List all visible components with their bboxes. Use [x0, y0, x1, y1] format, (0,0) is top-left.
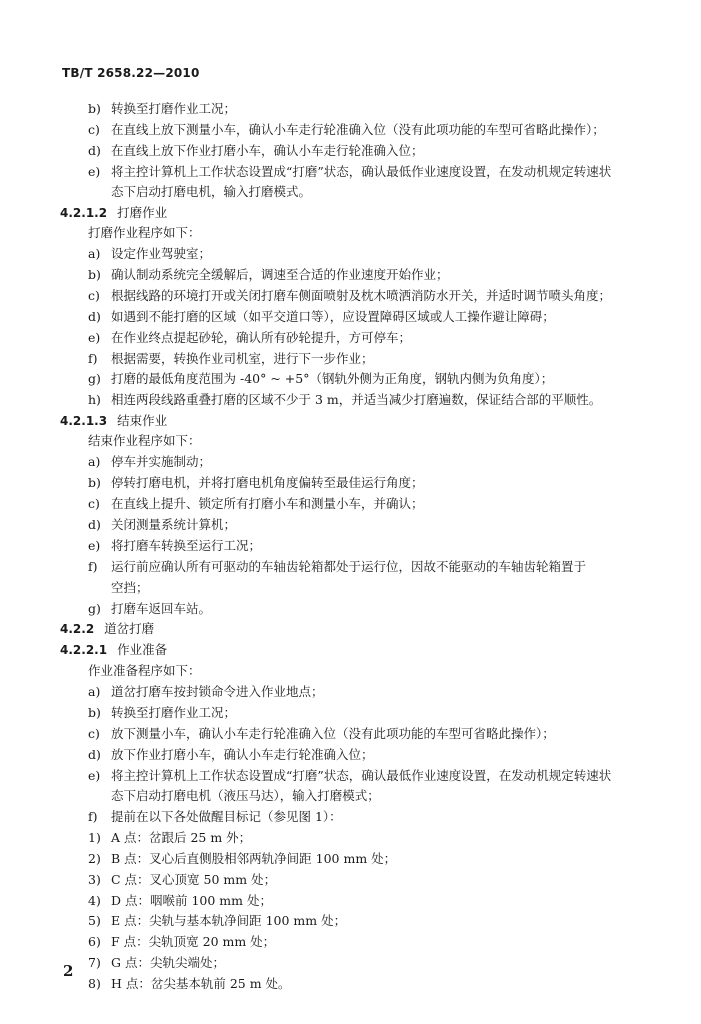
list-label: c): [88, 496, 100, 511]
list-item: 打磨的最低角度范围为 -40° ~ +5°（钢轨外侧为正角度，钢轨内侧为负角度）；: [111, 371, 554, 386]
section-intro: 结束作业程序如下：: [88, 433, 201, 448]
list-label: f): [88, 559, 98, 574]
list-label: c): [88, 288, 100, 303]
list-label: d): [88, 517, 101, 532]
sub-list-item: E 点：尖轨与基本轨净间距 100 mm 处；: [111, 913, 347, 928]
list-label: f): [88, 351, 98, 366]
list-label: b): [88, 475, 101, 490]
sub-list-item: B 点：叉心后直侧股相邻两轨净间距 100 mm 处；: [111, 851, 397, 866]
list-item: 转换至打磨作业工况；: [111, 705, 237, 720]
list-label: e): [88, 768, 101, 783]
section-title: 道岔打磨: [104, 621, 155, 636]
sub-list-label: 6): [88, 934, 101, 949]
list-label: c): [88, 122, 100, 137]
section-heading: [60, 642, 167, 658]
section-number: 4.2.2: [60, 622, 95, 636]
section-heading: [60, 621, 154, 637]
list-item: 如遇到不能打磨的区域（如平交道口等），应设置障碍区域或人工操作避让障碍；: [111, 309, 555, 324]
sub-list-item: H 点：岔尖基本轨前 25 m 处。: [111, 976, 291, 991]
list-label: c): [88, 726, 100, 741]
section-title: 打磨作业: [117, 205, 168, 220]
document-code: TB/T 2658.22—2010: [62, 66, 200, 80]
section-number: 4.2.1.2: [60, 206, 108, 220]
list-label: e): [88, 164, 101, 179]
list-label: h): [88, 392, 101, 407]
list-item: 在直线上提升、锁定所有打磨小车和测量小车，并确认；: [111, 496, 424, 511]
sub-list-item: G 点：尖轨尖端处；: [111, 955, 225, 970]
list-label: a): [88, 454, 101, 469]
section-title: 作业准备: [117, 642, 168, 657]
list-item: 在直线上放下作业打磨小车，确认小车走行轮准确入位；: [111, 143, 424, 158]
section-heading: [60, 205, 167, 221]
list-item: 根据需要，转换作业司机室，进行下一步作业；: [111, 351, 374, 366]
section-intro: 作业准备程序如下：: [88, 663, 201, 678]
section-intro: 打磨作业程序如下：: [88, 225, 201, 240]
list-item-continuation: 空挡；: [111, 580, 149, 595]
list-item: 设定作业驾驶室；: [111, 246, 212, 261]
sub-list-label: 7): [88, 955, 101, 970]
list-item: 运行前应确认所有可驱动的车轴齿轮箱都处于运行位，因故不能驱动的车轴齿轮箱置于: [111, 559, 587, 574]
list-item: 提前在以下各处做醒目标记（参见图 1）：: [111, 809, 342, 824]
section-number: 4.2.1.3: [60, 414, 108, 428]
list-item: 道岔打磨车按封锁命令进入作业地点；: [111, 684, 324, 699]
list-item: 打磨车返回车站。: [111, 601, 212, 616]
list-item-continuation: 态下启动打磨电机，输入打磨模式。: [111, 184, 312, 199]
list-item: 在直线上放下测量小车，确认小车走行轮准确入位（没有此项功能的车型可省略此操作）；: [111, 122, 605, 137]
sub-list-label: 5): [88, 913, 101, 928]
list-label: a): [88, 684, 101, 699]
list-label: a): [88, 246, 101, 261]
sub-list-label: 2): [88, 851, 101, 866]
list-label: e): [88, 330, 101, 345]
page-number: 2: [63, 962, 74, 980]
list-item: 根据线路的环境打开或关闭打磨车侧面喷射及枕木喷洒消防水开关，并适时调节喷头角度；: [111, 288, 612, 303]
list-label: b): [88, 267, 101, 282]
list-item: 确认制动系统完全缓解后，调速至合适的作业速度开始作业；: [111, 267, 449, 282]
section-heading: [60, 413, 167, 429]
sub-list-label: 4): [88, 893, 101, 908]
section-title: 结束作业: [117, 413, 168, 428]
sub-list-item: F 点：尖轨顶宽 20 mm 处；: [111, 934, 276, 949]
list-label: g): [88, 601, 101, 616]
list-label: d): [88, 309, 101, 324]
list-item: 将打磨车转换至运行工况；: [111, 538, 262, 553]
sub-list-item: C 点：叉心顶宽 50 mm 处；: [111, 872, 277, 887]
sub-list-label: 8): [88, 976, 101, 991]
list-item: 将主控计算机上工作状态设置成“打磨”状态，确认最低作业速度设置，在发动机规定转速状: [111, 164, 612, 179]
list-label: d): [88, 747, 101, 762]
sub-list-item: D 点：咽喉前 100 mm 处；: [111, 893, 272, 908]
section-number: 4.2.2.1: [60, 643, 108, 657]
list-label: g): [88, 371, 101, 386]
list-item: 将主控计算机上工作状态设置成“打磨”状态，确认最低作业速度设置，在发动机规定转速状: [111, 768, 612, 783]
list-label: d): [88, 143, 101, 158]
list-label: f): [88, 809, 98, 824]
list-item: 停转打磨电机，并将打磨电机角度偏转至最佳运行角度；: [111, 475, 424, 490]
list-label: b): [88, 101, 101, 116]
list-item: 关闭测量系统计算机；: [111, 517, 237, 532]
list-item: 相连两段线路重叠打磨的区域不少于 3 m，并适当减少打磨遍数，保证结合部的平顺性。: [111, 392, 602, 407]
list-label: b): [88, 705, 101, 720]
list-item-continuation: 态下启动打磨电机（液压马达），输入打磨模式；: [111, 788, 380, 803]
sub-list-item: A 点：岔跟后 25 m 外；: [111, 830, 252, 845]
list-label: e): [88, 538, 101, 553]
sub-list-label: 3): [88, 872, 101, 887]
list-item: 在作业终点提起砂轮，确认所有砂轮提升，方可停车；: [111, 330, 412, 345]
list-item: 转换至打磨作业工况；: [111, 101, 237, 116]
list-item: 放下作业打磨小车，确认小车走行轮准确入位；: [111, 747, 374, 762]
list-item: 停车并实施制动；: [111, 454, 212, 469]
sub-list-label: 1): [88, 830, 101, 845]
list-item: 放下测量小车，确认小车走行轮准确入位（没有此项功能的车型可省略此操作）；: [111, 726, 555, 741]
